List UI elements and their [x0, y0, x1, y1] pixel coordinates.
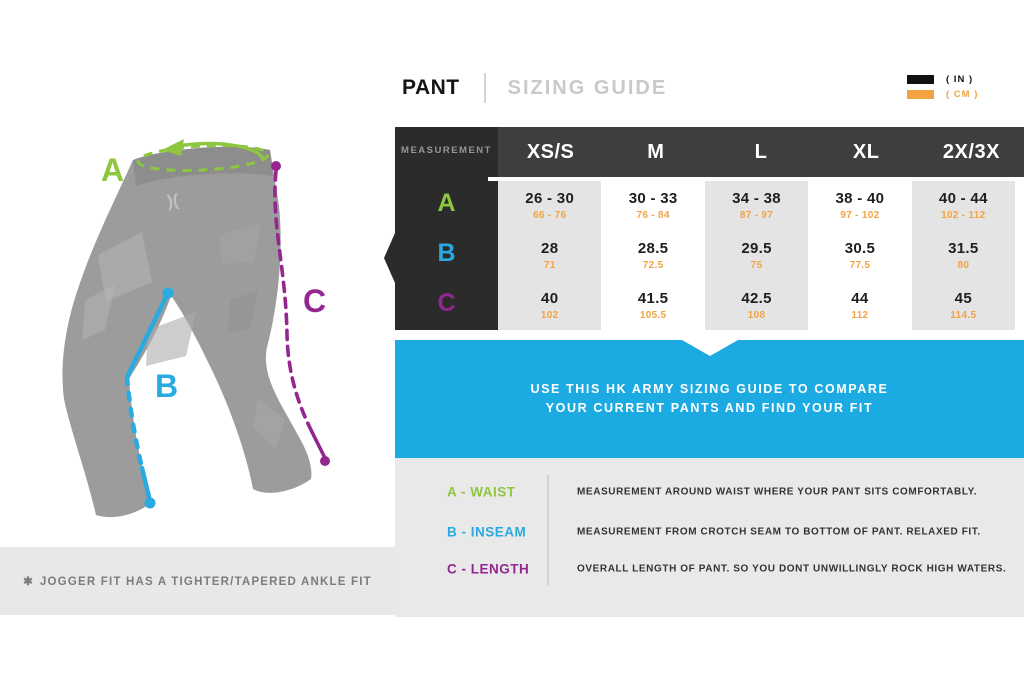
value-cm: 102 - 112: [941, 210, 986, 222]
table-cell: [912, 280, 1015, 330]
cm-label: ( CM ): [946, 88, 979, 100]
size-column-m: [601, 181, 704, 330]
table-cell: [705, 181, 808, 231]
row-letter-b: B: [437, 239, 456, 267]
banner-line-1: USE THIS HK ARMY SIZING GUIDE TO COMPARE: [530, 382, 889, 396]
diagram-label-c: C: [303, 283, 327, 319]
definition-row-inseam: [395, 518, 1024, 546]
definition-text-length: OVERALL LENGTH OF PANT. SO YOU DONT UNWILLINGLY ROCK HIGH WATERS.: [577, 563, 1007, 575]
column-header-xss: XS/S: [526, 140, 575, 163]
jogger-footnote-text: [23, 574, 372, 588]
definition-row-length: [395, 555, 1024, 583]
size-table: [395, 127, 1024, 330]
inches-swatch-icon: [907, 75, 934, 84]
value-in: 26 - 30: [525, 190, 575, 208]
table-cell: [498, 280, 601, 330]
guide-subtitle: SIZING GUIDE: [507, 76, 668, 99]
svg-text:)(: )(: [165, 190, 180, 211]
value-in: 29.5: [741, 240, 772, 257]
size-table-body: [498, 181, 1015, 330]
table-cell: [912, 231, 1015, 281]
cm-swatch-icon: [907, 90, 934, 99]
value-in: 42.5: [741, 289, 772, 307]
value-cm: 76 - 84: [636, 210, 670, 222]
table-cell: [498, 181, 601, 231]
value-in: 40: [541, 289, 559, 307]
value-cm: 102: [540, 309, 559, 321]
value-in: 30 - 33: [628, 190, 678, 208]
diagram-label-b: B: [155, 368, 179, 404]
left-arrow-notch-icon: [384, 233, 395, 283]
guide-title-row: [402, 72, 667, 104]
value-cm: 114.5: [950, 309, 977, 321]
table-cell: [705, 280, 808, 330]
table-cell: [808, 280, 911, 330]
units-legend: [907, 74, 978, 99]
jogger-footnote-label: JOGGER FIT HAS A TIGHTER/TAPERED ANKLE FIT: [39, 576, 372, 588]
table-cell: [601, 181, 704, 231]
value-in: 34 - 38: [732, 190, 781, 208]
legend-inches-row: [907, 74, 978, 84]
value-cm: 108: [747, 309, 766, 321]
size-column-xl: [808, 181, 911, 330]
title-divider: [484, 73, 486, 103]
table-cell: [808, 181, 911, 231]
value-in: 28: [541, 240, 559, 257]
legend-cm-row: [907, 89, 978, 99]
value-in: 41.5: [637, 289, 669, 307]
value-cm: 75: [750, 260, 763, 271]
row-letter-c: C: [437, 289, 456, 317]
column-header-2x3x: 2X/3X: [942, 140, 1000, 163]
table-cell: [705, 231, 808, 281]
product-title: PANT: [402, 76, 460, 99]
jogger-footnote-bar: [0, 547, 395, 615]
column-header-m: M: [647, 140, 665, 163]
measurement-column-header: MEASUREMENT: [401, 145, 492, 156]
diagram-label-a: A: [101, 152, 125, 188]
row-letter-a: A: [437, 189, 456, 217]
table-cell: [498, 231, 601, 281]
table-cell: [601, 231, 704, 281]
banner-line-2: YOUR CURRENT PANTS AND FIND YOUR FIT: [545, 401, 874, 415]
value-cm: 80: [957, 260, 970, 271]
value-cm: 87 - 97: [739, 210, 774, 222]
definition-row-waist: [395, 478, 1024, 506]
value-in: 31.5: [948, 240, 979, 257]
column-header-l: L: [754, 140, 768, 163]
value-in: 38 - 40: [835, 190, 885, 208]
definition-label-inseam: B - INSEAM: [447, 524, 527, 540]
size-table-header: [498, 127, 1024, 177]
size-column-l: [705, 181, 808, 330]
asterisk-icon: ✱: [23, 576, 34, 588]
definition-label-length: C - LENGTH: [447, 561, 530, 577]
value-in: 40 - 44: [938, 190, 988, 208]
pant-diagram: [0, 0, 395, 545]
value-cm: 72.5: [642, 260, 664, 271]
compare-banner: [395, 340, 1024, 458]
column-header-xl: XL: [852, 140, 880, 163]
definition-text-inseam: MEASUREMENT FROM CROTCH SEAM TO BOTTOM OF PANT. RELAXED FIT.: [577, 526, 981, 538]
table-cell: [912, 181, 1015, 231]
definition-label-waist: A - WAIST: [447, 484, 516, 500]
value-cm: 105.5: [639, 309, 667, 321]
inches-label: ( IN ): [946, 73, 974, 85]
value-cm: 71: [543, 260, 556, 271]
definition-text-waist: MEASUREMENT AROUND WAIST WHERE YOUR PANT SITS COMFORTABLY.: [577, 486, 978, 498]
value-cm: 112: [851, 309, 869, 321]
measurement-definitions: [395, 458, 1024, 617]
size-column-2x3x: [912, 181, 1015, 330]
table-cell: [808, 231, 911, 281]
size-column-xss: [498, 181, 601, 330]
banner-top-notch-icon: [682, 340, 738, 356]
table-cell: [601, 280, 704, 330]
value-in: 44: [851, 289, 869, 307]
value-cm: 97 - 102: [840, 210, 880, 222]
value-in: 45: [954, 289, 972, 307]
value-in: 30.5: [844, 240, 876, 257]
value-cm: 77.5: [849, 260, 871, 271]
measurement-column: [395, 127, 498, 330]
value-in: 28.5: [637, 240, 669, 257]
value-cm: 66 - 76: [533, 210, 567, 222]
